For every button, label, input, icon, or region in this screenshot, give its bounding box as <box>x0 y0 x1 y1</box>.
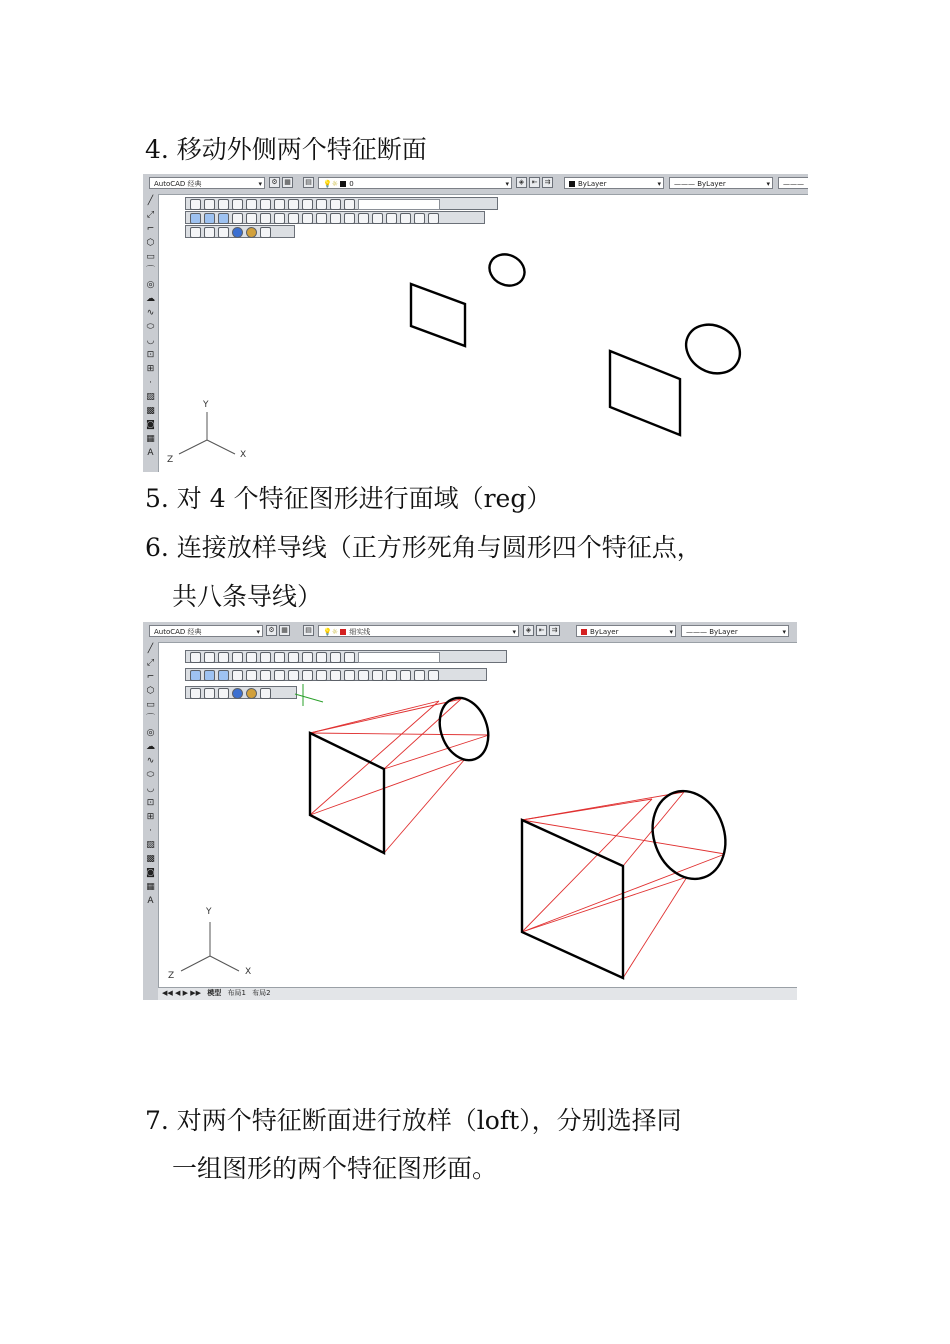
layer-state-icon[interactable]: ◈ <box>516 177 527 188</box>
arc-icon[interactable]: ⌒ <box>145 714 155 724</box>
ucs-y-label: Y <box>203 400 209 410</box>
large-circle-section <box>677 315 748 383</box>
drawing-area <box>143 622 797 1000</box>
point-icon[interactable]: · <box>149 378 152 388</box>
workspace-select[interactable]: AutoCAD 经典 ▾ <box>149 625 263 637</box>
step-6-text: 6. 连接放样导线（正方形死角与圆形四个特征点， <box>145 533 702 562</box>
small-circle-section <box>484 249 529 291</box>
cursor-crosshair <box>295 684 323 706</box>
region-icon[interactable]: ◙ <box>146 868 155 878</box>
layer-select[interactable]: 💡☼ 细实线 ▾ <box>318 625 519 637</box>
ucs-icon <box>179 412 235 454</box>
drawing-area <box>143 174 808 472</box>
layout-tabs-bar <box>158 987 797 1000</box>
layer-match-icon[interactable]: ⇉ <box>542 177 553 188</box>
layer-previous-icon[interactable]: ⇤ <box>536 625 547 636</box>
ellipse-icon[interactable]: ⬭ <box>146 322 155 332</box>
rectangle-icon[interactable]: ▭ <box>146 252 155 262</box>
layer-previous-icon[interactable]: ⇤ <box>529 177 540 188</box>
small-square-section <box>411 284 465 346</box>
arc-icon[interactable]: ⌒ <box>145 266 155 276</box>
rectangle-icon[interactable]: ▭ <box>146 700 155 710</box>
table-icon[interactable]: ▦ <box>146 434 155 444</box>
linetype-select[interactable]: ——— ByLayer ▾ <box>669 177 773 189</box>
ucs-x-label: X <box>245 967 252 977</box>
mtext-icon[interactable]: A <box>147 896 154 906</box>
tab-nav-arrows[interactable]: ◀◀ ◀ ▶ ▶▶ <box>162 989 201 997</box>
gradient-icon[interactable]: ▩ <box>146 406 155 416</box>
ellipse-arc-icon[interactable]: ◡ <box>146 784 155 794</box>
make-block-icon[interactable]: ⊞ <box>146 364 155 374</box>
make-block-icon[interactable]: ⊞ <box>146 812 155 822</box>
ucs-z-label: Z <box>167 455 174 465</box>
ellipse-icon[interactable]: ⬭ <box>146 770 155 780</box>
polyline-icon[interactable]: ⌐ <box>146 672 155 682</box>
circle-icon[interactable]: ◎ <box>146 280 155 290</box>
polyline-icon[interactable]: ⌐ <box>146 224 155 234</box>
table-icon[interactable]: ▦ <box>146 882 155 892</box>
cad-screenshot-2 <box>143 622 797 1000</box>
construction-line-icon[interactable]: ⤢ <box>146 658 155 668</box>
ucs-x-label: X <box>240 450 247 460</box>
gradient-icon[interactable]: ▩ <box>146 854 155 864</box>
small-circle-region <box>431 691 496 767</box>
spline-icon[interactable]: ∿ <box>146 756 155 766</box>
color-select[interactable]: ByLayer ▾ <box>564 177 664 189</box>
region-icon[interactable]: ◙ <box>146 420 155 430</box>
ucs-z-label: Z <box>168 971 175 981</box>
line-icon[interactable]: ╱ <box>147 644 154 654</box>
ucs-icon <box>181 922 239 971</box>
layer-select[interactable]: 💡☼ 0 ▾ <box>318 177 512 189</box>
grid-icon[interactable]: ▦ <box>282 177 293 188</box>
workspace-select[interactable]: AutoCAD 经典 ▾ <box>149 177 265 189</box>
ucs-y-label: Y <box>206 907 212 917</box>
color-select[interactable]: ByLayer ▾ <box>576 625 676 637</box>
polygon-icon[interactable]: ⬡ <box>146 238 155 248</box>
layer-manager-icon[interactable]: ▤ <box>303 177 314 188</box>
circle-icon[interactable]: ◎ <box>146 728 155 738</box>
spline-icon[interactable]: ∿ <box>146 308 155 318</box>
step-7-continuation: 一组图形的两个特征图形面。 <box>172 1154 498 1183</box>
point-icon[interactable]: · <box>149 826 152 836</box>
lineweight-select[interactable]: ——— <box>778 177 808 189</box>
cad-screenshot-1 <box>143 174 808 472</box>
layer-manager-icon[interactable]: ▤ <box>303 625 314 636</box>
tab-layout1[interactable]: 布局1 <box>227 989 246 997</box>
ellipse-arc-icon[interactable]: ◡ <box>146 336 155 346</box>
construction-line-icon[interactable]: ⤢ <box>146 210 155 220</box>
small-square-region <box>310 733 384 853</box>
large-square-section <box>610 351 680 435</box>
hatch-icon[interactable]: ▨ <box>146 392 155 402</box>
step-5-text: 5. 对 4 个特征图形进行面域（reg） <box>145 484 552 513</box>
mtext-icon[interactable]: A <box>147 448 154 458</box>
gear-icon[interactable]: ⚙ <box>269 177 280 188</box>
insert-block-icon[interactable]: ⊡ <box>146 350 155 360</box>
hatch-icon[interactable]: ▨ <box>146 840 155 850</box>
grid-icon[interactable]: ▦ <box>279 625 290 636</box>
gear-icon[interactable]: ⚙ <box>266 625 277 636</box>
revcloud-icon[interactable]: ☁ <box>146 294 155 304</box>
layer-match-icon[interactable]: ⇉ <box>549 625 560 636</box>
step-7-text: 7. 对两个特征断面进行放样（loft），分别选择同 <box>145 1106 682 1135</box>
line-icon[interactable]: ╱ <box>147 196 154 206</box>
linetype-select[interactable]: ——— ByLayer ▾ <box>681 625 789 637</box>
step-4-text: 4. 移动外侧两个特征断面 <box>145 135 427 164</box>
layer-state-icon[interactable]: ◈ <box>523 625 534 636</box>
revcloud-icon[interactable]: ☁ <box>146 742 155 752</box>
tab-layout2[interactable]: 布局2 <box>252 989 271 997</box>
tab-model[interactable]: 模型 <box>207 989 222 997</box>
insert-block-icon[interactable]: ⊡ <box>146 798 155 808</box>
polygon-icon[interactable]: ⬡ <box>146 686 155 696</box>
step-6-continuation: 共八条导线） <box>172 582 323 611</box>
